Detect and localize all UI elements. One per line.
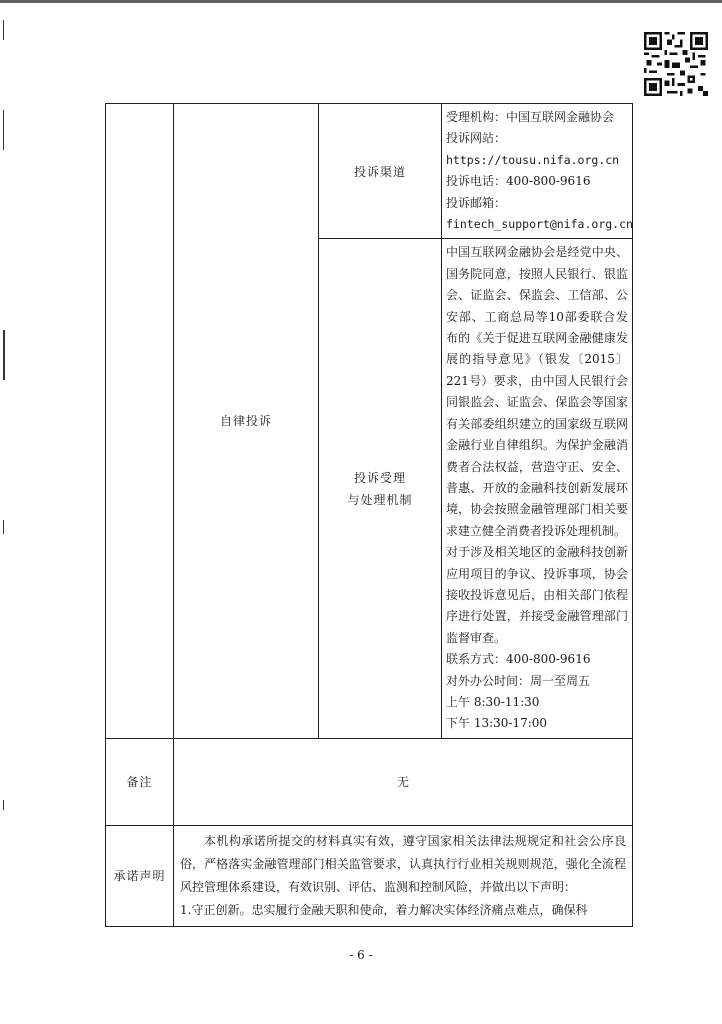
mechanism-label-line1: 投诉受理 bbox=[353, 470, 406, 485]
office-hours-am: 上午 8:30-11:30 bbox=[446, 694, 540, 709]
channel-content bbox=[442, 104, 633, 239]
category-label: 自律投诉 bbox=[174, 104, 319, 739]
scan-mark bbox=[3, 800, 4, 810]
mechanism-paragraph: 中国互联网金融协会是经党中央、国务院同意，按照人民银行、银监会、证监会、保监会、工信部、公安部、工商总局等10部委联合发布的《关于促进互联网金融健康发展的指导意见》（银发〔2015〕221号）要求，由中国人民银行会同银监会、证监会、保监会等国家有关部委组织建立的国家级互联网金融行业自律组织。为保护金融消费者合法权益，营造守正、安全、普惠、开放的金融科技创新发展环境，协会按照金融管理部门相关要求建立健全消费者投诉处理机制。 bbox=[446, 245, 628, 538]
channel-line: 受理机构：中国互联网金融协会 bbox=[446, 110, 615, 124]
declaration-row bbox=[106, 825, 633, 926]
channel-line: 投诉电话：400-800-9616 bbox=[446, 174, 591, 189]
declaration-text: 本机构承诺所提交的材料真实有效，遵守国家相关法律法规规定和社会公序良俗，严格落实金融管理部门相关监管要求，认真执行行业相关规则规范，强化全流程风控管理体系建设，有效识别、评估、监测和控制风险，并做出以下声明： bbox=[180, 833, 626, 894]
declaration-content bbox=[174, 825, 633, 926]
mechanism-label bbox=[319, 239, 442, 738]
complaint-email: fintech_support@nifa.org.cn bbox=[446, 217, 633, 232]
remarks-value: 无 bbox=[174, 738, 633, 825]
channel-line: 投诉邮箱： bbox=[446, 195, 507, 210]
declaration-item-1: 1.守正创新。忠实履行金融天职和使命，着力解决实体经济痛点难点，确保科 bbox=[180, 902, 588, 917]
scan-mark bbox=[3, 330, 5, 380]
scan-mark bbox=[3, 20, 4, 40]
scan-edge-top bbox=[0, 0, 722, 3]
office-hours-label: 对外办公时间：周一至周五 bbox=[446, 673, 591, 688]
office-hours-pm: 下午 13:30-17:00 bbox=[446, 716, 548, 731]
channel-label: 投诉渠道 bbox=[319, 104, 442, 239]
mechanism-label-line2: 与处理机制 bbox=[347, 492, 413, 507]
remarks-row bbox=[106, 738, 633, 825]
scan-mark bbox=[3, 520, 4, 534]
remarks-label: 备注 bbox=[106, 738, 174, 825]
info-table bbox=[105, 103, 633, 927]
scan-mark bbox=[3, 110, 4, 150]
page-number: - 6 - bbox=[349, 948, 373, 962]
declaration-label: 承诺声明 bbox=[106, 825, 174, 926]
empty-cell bbox=[106, 104, 174, 739]
mechanism-paragraph: 对于涉及相关地区的金融科技创新应用项目的争议、投诉事项，协会接收投诉意见后，由相关部门依程序进行处置，并接受金融管理部门监督审查。 bbox=[446, 545, 628, 645]
mechanism-content bbox=[442, 239, 633, 738]
contact-phone: 联系方式：400-800-9616 bbox=[446, 652, 591, 667]
complaint-website: https://tousu.nifa.org.cn bbox=[446, 152, 620, 167]
complaint-channel-row bbox=[106, 104, 633, 239]
channel-line: 投诉网站： bbox=[446, 131, 507, 146]
qr-code bbox=[644, 32, 708, 96]
